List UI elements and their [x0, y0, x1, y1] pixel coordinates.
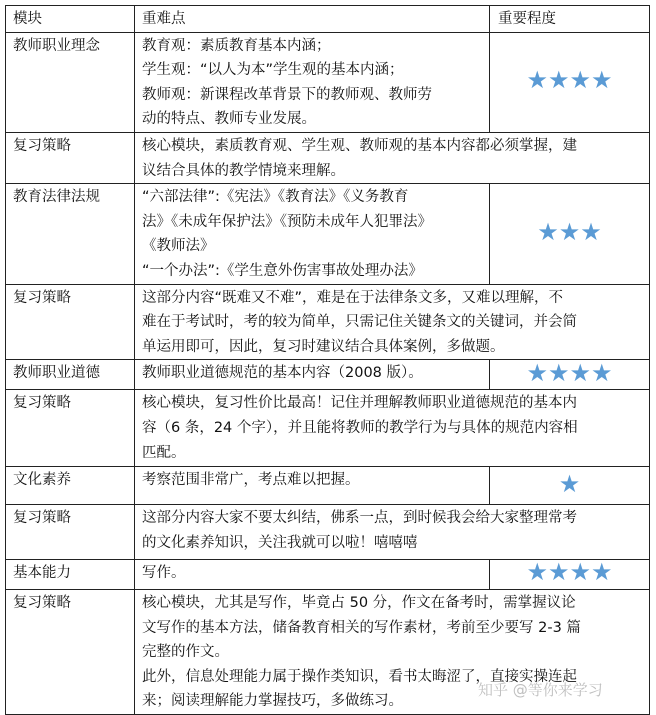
table-row	[6, 360, 650, 390]
points-cell	[135, 360, 490, 390]
module-cell: 复习策略	[6, 284, 135, 360]
text-line: 核心模块，复习性价比最高！记住并理解教师职业道德规范的基本内	[142, 395, 577, 412]
points-cell	[135, 505, 650, 560]
table-row	[6, 390, 650, 467]
review-table	[5, 5, 650, 715]
text-line: 文写作的基本方法，储备教育相关的写作素材，考前至少要写 2-3 篇	[142, 619, 581, 636]
text-line: 这部分内容“既难又不难”，难是在于法律条文多，又难以理解，不	[142, 289, 564, 306]
star-icon: ★	[547, 65, 570, 94]
star-icon: ★	[558, 217, 581, 246]
text-line: 《教师法》	[142, 238, 215, 255]
importance-rating	[490, 467, 650, 505]
module-cell: 复习策略	[6, 132, 135, 183]
star-icon: ★	[580, 217, 602, 246]
star-icon: ★	[526, 65, 548, 94]
text-line: 这部分内容大家不要太纠结，佛系一点，到时候我会给大家整理常考	[142, 510, 577, 527]
points-cell	[135, 467, 490, 505]
text-line: 完整的作文。	[142, 644, 229, 661]
header-module: 模块	[6, 6, 135, 33]
points-cell	[135, 560, 490, 590]
text-line: “一个办法”:《学生意外伤害事故处理办法》	[142, 262, 423, 279]
star-icon: ★	[526, 358, 548, 387]
table-row	[6, 284, 650, 360]
text-line: 教师职业道德规范的基本内容（2008 版）。	[142, 365, 423, 382]
points-cell	[135, 284, 650, 360]
text-line: 容（6 条，24 个字），并且能将教师的教学行为与具体的规范内容相	[142, 419, 578, 436]
text-line: 教师观：新课程改革背景下的教师观、教师劳	[142, 86, 432, 103]
header-importance: 重要程度	[490, 6, 650, 33]
star-icon: ★	[558, 469, 581, 498]
text-line: 动的特点、教师专业发展。	[142, 111, 316, 128]
points-cell	[135, 32, 490, 132]
header-points: 重难点	[135, 6, 490, 33]
text-line: 写作。	[142, 565, 186, 582]
star-icon: ★	[569, 558, 592, 587]
star-icon: ★	[569, 65, 592, 94]
star-icon: ★	[547, 558, 570, 587]
importance-rating	[490, 360, 650, 390]
text-line: 单运用即可，因此，复习时建议结合具体案例，多做题。	[142, 338, 505, 355]
star-icon: ★	[569, 358, 592, 387]
importance-rating	[490, 32, 650, 132]
module-cell: 复习策略	[6, 505, 135, 560]
text-line: 法》《未成年保护法》《预防未成年人犯罪法》	[142, 213, 432, 230]
points-cell	[135, 184, 490, 284]
text-line: 匹配。	[142, 444, 186, 461]
points-cell	[135, 390, 650, 467]
importance-rating	[490, 184, 650, 284]
module-cell: 教师职业理念	[6, 32, 135, 132]
table-header	[6, 6, 650, 33]
text-line: 考察范围非常广，考点难以把握。	[142, 472, 360, 489]
text-line: “六部法律”:《宪法》《教育法》《义务教育	[142, 189, 409, 206]
table-row	[6, 132, 650, 183]
table-row	[6, 505, 650, 560]
text-line: 来；阅读理解能力掌握技巧，多做练习。	[142, 693, 403, 710]
text-line: 核心模块，素质教育观、学生观、教师观的基本内容都必须掌握，建	[142, 137, 577, 154]
text-line: 此外，信息处理能力属于操作类知识，看书太晦涩了，直接实操连起	[142, 668, 577, 685]
points-cell	[135, 132, 650, 183]
text-line: 难在于考试时，考的较为简单，只需记住关键条文的关键词，并会简	[142, 314, 577, 331]
star-icon: ★	[591, 358, 613, 387]
text-line: 学生观：“以人为本”学生观的基本内涵；	[142, 62, 404, 79]
module-cell: 基本能力	[6, 560, 135, 590]
table-row	[6, 467, 650, 505]
watermark: 知乎 @等你来学习	[478, 681, 603, 699]
text-line: 教育观：素质教育基本内涵；	[142, 37, 331, 54]
star-icon: ★	[526, 558, 548, 587]
text-line: 议结合具体的教学情境来理解。	[142, 162, 345, 179]
text-line: 核心模块，尤其是写作，毕竟占 50 分，作文在备考时，需掌握议论	[142, 594, 576, 611]
table-row	[6, 560, 650, 590]
module-cell: 教育法律法规	[6, 184, 135, 284]
module-cell: 复习策略	[6, 589, 135, 714]
module-cell: 教师职业道德	[6, 360, 135, 390]
star-icon: ★	[547, 358, 570, 387]
module-cell: 文化素养	[6, 467, 135, 505]
importance-rating	[490, 560, 650, 590]
text-line: 的文化素养知识，关注我就可以啦！嘻嘻嘻	[142, 534, 418, 551]
table-row	[6, 32, 650, 132]
table-row	[6, 184, 650, 284]
star-icon: ★	[537, 217, 559, 246]
star-icon: ★	[591, 558, 613, 587]
star-icon: ★	[591, 65, 613, 94]
module-cell: 复习策略	[6, 390, 135, 467]
